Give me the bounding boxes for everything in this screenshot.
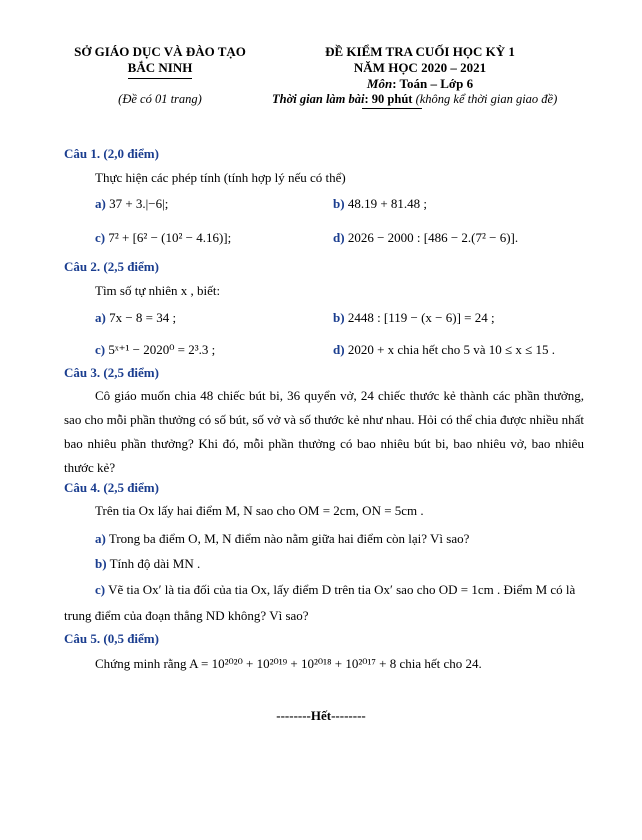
- q4-c-text: Vẽ tia Ox′ là tia đối của tia Ox, lấy điểm D trên tia Ox′ sao cho OD = 1cm . Điểm M có là: [108, 582, 576, 597]
- subject-line: [300, 76, 540, 92]
- q1-a-expr: 37 + 3.|−6|;: [109, 196, 169, 211]
- exam-title: ĐỀ KIỂM TRA CUỐI HỌC KỲ 1: [325, 44, 515, 59]
- q4-item-a: [95, 531, 469, 547]
- time-line: [272, 92, 557, 107]
- q2-c-expr: 5ˣ⁺¹ − 2020⁰ = 2³.3 ;: [108, 342, 216, 357]
- q1-item-c: [95, 230, 231, 246]
- q4-item-c: [95, 582, 575, 598]
- q2-c-label: c): [95, 342, 106, 357]
- q1-item-b: [333, 196, 427, 212]
- q1-d-label: d): [333, 230, 345, 245]
- q1-a-label: a): [95, 196, 106, 211]
- q4-b-label: b): [95, 556, 107, 571]
- q2-d-expr: 2020 + x chia hết cho 5 và 10 ≤ x ≤ 15 .: [347, 342, 555, 357]
- question-4-intro: Trên tia Ox lấy hai điểm M, N sao cho OM = 2cm, ON = 5cm .: [95, 503, 424, 518]
- question-3-title: Câu 3. (2,5 điểm): [64, 365, 159, 380]
- q2-a-expr: 7x − 8 = 34 ;: [109, 310, 177, 325]
- time-label: Thời gian làm bài: [272, 92, 365, 106]
- school-year: NĂM HỌC 2020 – 2021: [353, 60, 487, 75]
- q2-b-label: b): [333, 310, 345, 325]
- q2-b-expr: 2448 : [119 − (x − 6)] = 24 ;: [347, 310, 495, 325]
- time-note: (không kể thời gian giao đề): [415, 92, 558, 106]
- question-2-intro: Tìm số tự nhiên x , biết:: [95, 283, 221, 298]
- q2-d-label: d): [333, 342, 345, 357]
- q2-item-d: [333, 342, 555, 358]
- q4-item-b: [95, 556, 200, 572]
- time-underline: [362, 108, 422, 109]
- question-4-title: Câu 4. (2,5 điểm): [64, 480, 159, 495]
- province-name: BẮC NINH: [127, 60, 193, 75]
- end-marker: --------Hết--------: [276, 708, 366, 723]
- q4-a-text: Trong ba điểm O, M, N điểm nào nằm giữa hai điểm còn lại? Vì sao?: [108, 531, 470, 546]
- question-5-title: Câu 5. (0,5 điểm): [64, 631, 159, 646]
- q1-d-expr: 2026 − 2000 : [486 − 2.(7² − 6)].: [347, 230, 519, 245]
- q2-item-c: [95, 342, 215, 358]
- q2-item-a: [95, 310, 176, 326]
- q4-a-label: a): [95, 531, 106, 546]
- question-3-text: Cô giáo muốn chia 48 chiếc bút bi, 36 quyển vở, 24 chiếc thước kẻ thành các phần thưởng, sao cho mỗi phần thưởng có số bút, số vở và số thước kẻ như nhau. Hỏi có thể chia được nhiều nhất bao nhiêu phần thưởng? Khi đó, mỗi phần thưởng có bao nhiêu bút bi, bao nhiêu vở, bao nhiêu thước kẻ?: [64, 388, 584, 475]
- q1-c-expr: 7² + [6² − (10² − 4.16)];: [108, 230, 232, 245]
- q1-item-d: [333, 230, 518, 246]
- subject-value: : Toán – Lớp 6: [392, 76, 474, 91]
- question-1-title: Câu 1. (2,0 điểm): [64, 146, 159, 161]
- q1-c-label: c): [95, 230, 106, 245]
- q1-b-label: b): [333, 196, 345, 211]
- q4-b-text: Tính độ dài MN .: [109, 556, 201, 571]
- subject-label: Môn: [366, 76, 393, 91]
- q2-item-b: [333, 310, 495, 326]
- question-5-text: Chứng minh rằng A = 10²⁰²⁰ + 10²⁰¹⁹ + 10²⁰¹⁸ + 10²⁰¹⁷ + 8 chia hết cho 24.: [95, 656, 482, 671]
- question-2-title: Câu 2. (2,5 điểm): [64, 259, 159, 274]
- province-underline: [128, 78, 192, 79]
- question-1-intro: Thực hiện các phép tính (tính hợp lý nếu có thể): [95, 170, 346, 185]
- page-count-note: (Đề có 01 trang): [118, 92, 202, 106]
- department-name: SỞ GIÁO DỤC VÀ ĐÀO TẠO: [74, 44, 246, 59]
- q4-c-label: c): [95, 582, 106, 597]
- time-value: : 90 phút: [364, 92, 413, 106]
- q1-b-expr: 48.19 + 81.48 ;: [347, 196, 428, 211]
- q2-a-label: a): [95, 310, 106, 325]
- q4-item-c-cont: trung điểm của đoạn thẳng ND không? Vì sao?: [64, 608, 309, 623]
- q1-item-a: [95, 196, 168, 212]
